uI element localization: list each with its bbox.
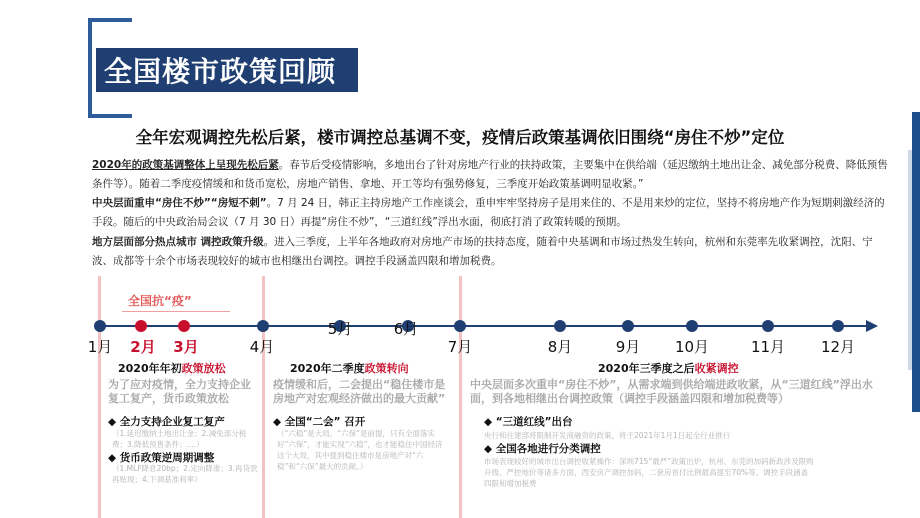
month-label: 3月: [173, 338, 199, 356]
phase-title-highlight: 政策放松: [181, 362, 226, 375]
epidemic-underline: [122, 311, 230, 312]
month-dot: [832, 320, 844, 332]
divider-jul: [459, 276, 462, 518]
month-dot: [554, 320, 566, 332]
divider-apr: [262, 276, 265, 518]
divider-jan: [98, 276, 101, 518]
phase-3-item-2-label: ◆ 全国各地进行分类调控: [484, 443, 601, 455]
epidemic-label: 全国抗“疫”: [128, 294, 192, 308]
paragraph-body: 。进入三季度，上半年各地政府对房地产市场的扶持态度，随着中央基调和市场过热发生转向，杭州和东莞率先收紧调控，沈阳、宁波、成都等十余个市场表现较好的城市也相继出台调控。调控手段涵盖四限和增加税费。: [92, 236, 873, 267]
phase-3-item-1-detail: 央行和住建部将限制开发商融资的政策，将于2021年1月1日起全行业推行: [484, 431, 731, 440]
month-label: 12月: [820, 338, 856, 356]
month-dot: [622, 320, 634, 332]
month-dot: [94, 320, 106, 332]
headline: 全年宏观调控先松后紧，楼市调控总基调不变，疫情后政策基调依旧围绕“房住不炒”定位: [135, 128, 785, 147]
phase-1-item-2-label: ◆ 货币政策逆周期调整: [108, 452, 215, 464]
phase-title-prefix: 2020年年初: [118, 362, 182, 375]
paragraph-body: 。7 月 24 日，韩正主持房地产工作座谈会，重申牢牢坚持房子是用来住的、不是用来炒的定位，坚持不将房地产作为短期刺激经济的手段。随后的中央政治局会议（7 月 30 日）再提“房住不炒”，“三道红线”浮出水面，彻底打消了政策转暖的预期。: [92, 197, 885, 228]
page-title: 全国楼市政策回顾: [104, 55, 337, 88]
month-label: 11月: [750, 338, 786, 356]
phase-title-prefix: 2020年三季度之后: [598, 362, 695, 375]
phase-title-highlight: 政策转向: [364, 362, 409, 375]
month-dot: [454, 320, 466, 332]
paragraph-lead: 地方层面部分热点城市 调控政策升级: [92, 236, 264, 248]
phase-1-item-1-detail: （1.延迟缴纳土地出让金；2.减免部分税费；3.降低预售条件；....）: [112, 429, 247, 449]
month-dot: [135, 320, 147, 332]
paragraph-lead: 中央层面重申“房住不炒”“房短不刺”: [92, 197, 267, 209]
paragraph-lead: 2020年的政策基调整体上呈现先松后紧: [92, 159, 279, 171]
month-label: 10月: [674, 338, 710, 356]
month-label: 9月: [615, 338, 641, 356]
phase-title-highlight: 收紧调控: [694, 362, 739, 375]
phase-title-prefix: 2020年二季度: [290, 362, 365, 375]
timeline-axis: [98, 325, 868, 327]
phase-3-item-1-label: ◆ “三道红线”出台: [484, 416, 573, 428]
month-label: 6月: [393, 320, 419, 338]
phase-3-summary: 中央层面多次重申“房住不炒”，从需求端到供给端进政收紧，从“三道红线”浮出水面，到各地相继出台调控政策（调控手段涵盖四限和增加税费等）: [470, 378, 873, 405]
phase-1-item-1-label: ◆ 全力支持企业复工复产: [108, 416, 225, 428]
phase-1-title: [118, 360, 226, 376]
phase-2-item-1-label: ◆ 全国“二会” 召开: [273, 416, 366, 428]
month-label: 8月: [547, 338, 573, 356]
paragraph-2: [92, 194, 892, 232]
phase-2-item-1-detail: （“六稳”是大局，“六保”是前提，只有全面落实好“六保”，才能实现“六稳”，也才能稳住中国经济这个大局，其中提到稳住楼市是房地产对“六稳”和“六保”最大的贡献。）: [277, 429, 443, 471]
month-dot: [686, 320, 698, 332]
phase-3-title: [598, 360, 739, 376]
right-edge-bar-light: [908, 150, 912, 370]
phase-1-item-2-detail: （1.MLF降息20bp；2.定向降准；3.再贷款再贴现；4.下调基准利率）: [112, 464, 258, 484]
timeline-arrow-icon: [866, 320, 878, 332]
phase-3-item-2-detail: 市场表现较好的城市出台调控收紧操作：深圳715“最严”政策出炉，杭州、东莞的加码新政涉及限购升级、严控地价等诸多方面，西安房产调控加码，二套房首付比例最高提至70%等。调控手段涵盖四限和增加税费: [484, 457, 814, 488]
phase-1-summary: 为了应对疫情，全力支持企业复工复产，货币政策放松: [108, 378, 251, 405]
right-edge-bar: [912, 112, 920, 412]
phase-2-title: [290, 360, 409, 376]
month-dot: [257, 320, 269, 332]
month-dot: [762, 320, 774, 332]
month-dot: [178, 320, 190, 332]
month-label: 7月: [447, 338, 473, 356]
paragraph-body: 。春节后受疫情影响，多地出台了针对房地产行业的扶持政策，主要集中在供给端（延迟缴纳土地出让金、减免部分税费、降低预售条件等）。随着二季度疫情缓和和货币宽松，房地产销售、拿地、开工等均有强势修复，三季度开始政策基调明显收紧。”: [92, 159, 888, 190]
month-label: 1月: [87, 338, 113, 356]
paragraph-1: [92, 156, 892, 194]
month-label: 5月: [327, 320, 353, 338]
phase-2-summary: 疫情缓和后，二会提出“稳住楼市是房地产对宏观经济做出的最大贡献”: [273, 378, 446, 405]
paragraph-3: [92, 233, 892, 271]
month-label: 2月: [130, 338, 156, 356]
month-label: 4月: [249, 338, 275, 356]
